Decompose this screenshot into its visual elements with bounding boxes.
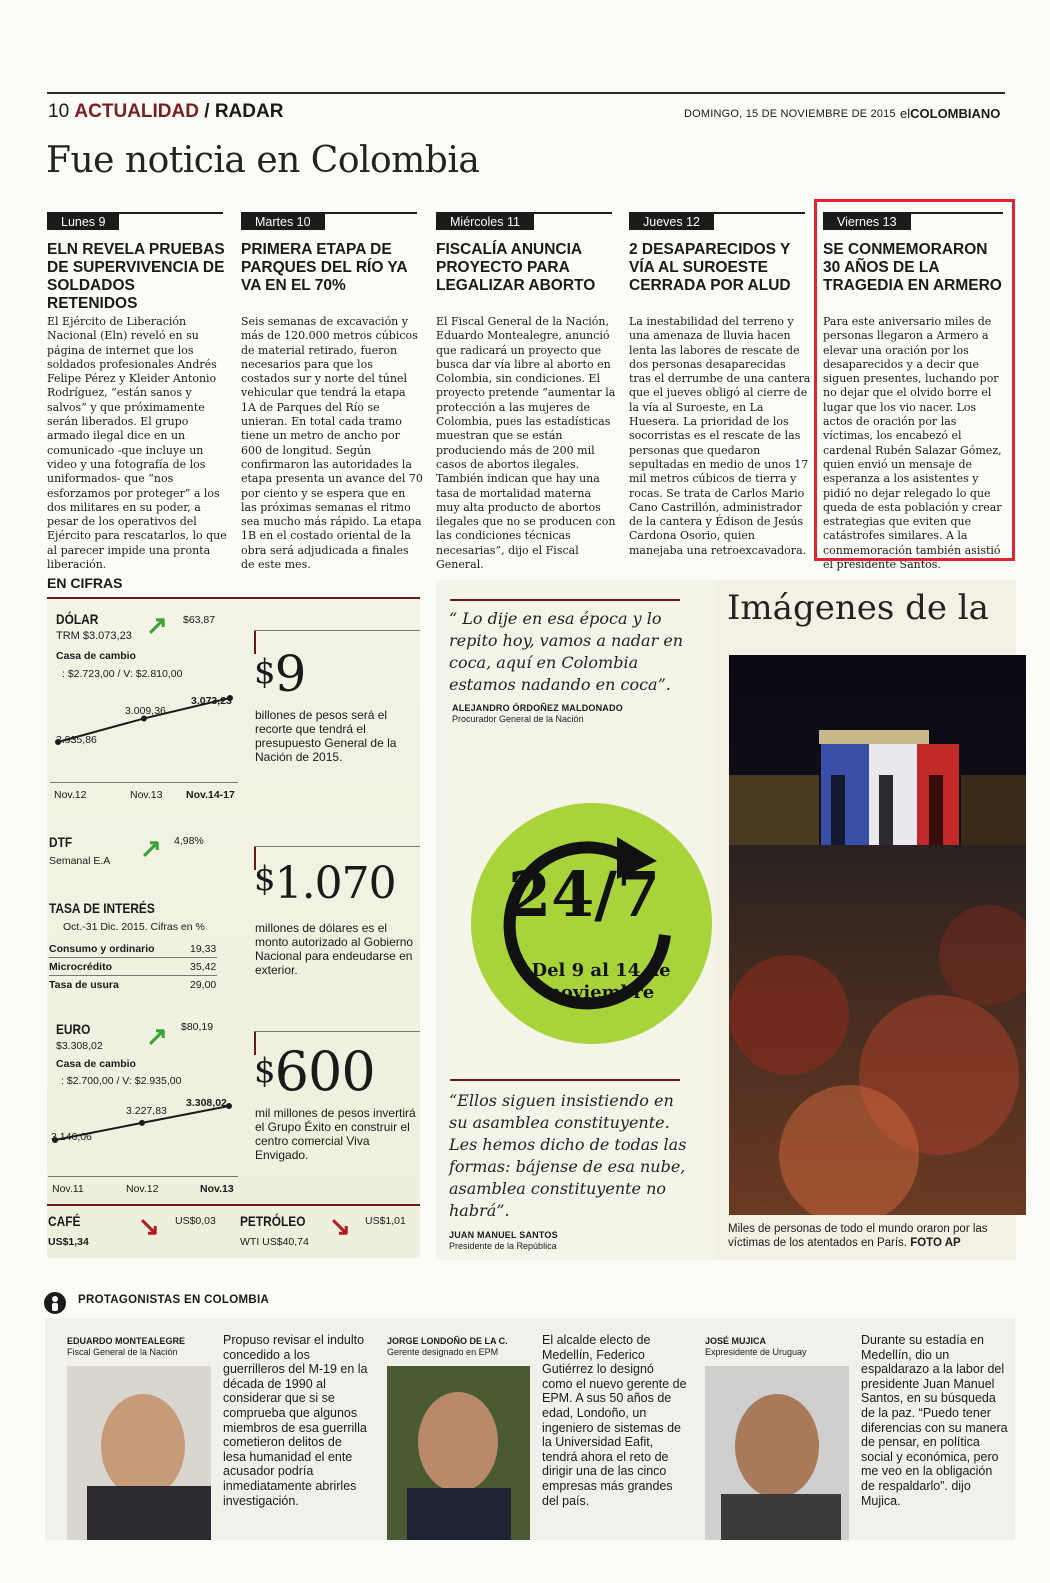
section-separator: / [204,101,210,122]
portrait-illustration [67,1366,211,1540]
euro-casa-label: Casa de cambio [56,1058,136,1070]
day-tag: Lunes 9 [47,214,119,230]
arrow-up-icon: ↗ [140,833,162,863]
person-name: EDUARDO MONTEALEGRE [67,1336,186,1346]
news-body: Seis semanas de excavación y más de 120.000 metros cúbicos de material retirado, fueron necesarios para que los costados sur y norte del túnel vehicular que tendrá la etapa 1A de Parques del Río se unieran. En total cada tramo tiene un metro de ancho por 600 de longitud. Según confirmaron las autoridades la etapa presenta un avance del 70 por ciento y se espera que en las próximas semanas el ritmo sea mucho más rápido. La etapa 1B en el costado oriental de la obra será adjudicada a finales de este mes. [241,315,423,572]
cifras-rule [47,597,420,599]
quote-author: JUAN MANUEL SANTOS [449,1230,558,1240]
cafe-change: US$0,03 [175,1215,216,1227]
euro-point [139,1120,145,1126]
petroleo-sub: WTI US$40,74 [240,1236,309,1248]
portrait-montealegre [67,1366,211,1540]
euro-point-label: 3.146,06 [51,1131,92,1143]
tasa-sub: Oct.-31 Dic. 2015. Cifras en % [63,921,205,933]
quote-rule [450,1079,680,1081]
subsection-name[interactable]: RADAR [214,101,284,122]
dolar-casa-values: : $2.723,00 / V: $2.810,00 [62,668,183,680]
portrait-illustration [387,1366,530,1540]
person-text: El alcalde electo de Medellín, Federico Gutiérrez lo designó como el nuevo gerente de EPM. A sus 50 años de edad, Londoño, un ingeniero de sistemas de la Universidad Eafit, tendrá ahora el reto de dirigir una de las cinco empresas más grandes del país. [542,1333,687,1508]
day-tag: Jueves 12 [629,214,714,230]
dolar-point-label: 3.073,23 [191,695,232,707]
person-icon-glyph [44,1292,66,1314]
news-column-tuesday [241,213,423,572]
bignum-600 [254,1040,375,1103]
news-body: Para este aniversario miles de personas llegaron a Armero a elevar una oración por los desaparecidos y a decir que siguen presentes, luchando por no dejar que el olvido borre el lugar que los vio nacer. Los actos de oración por las víctimas, los encabezó el cardenal Rubén Salazar Gómez, quien envió un mensaje de esperanza a los asistentes y pidió no dejar relegado lo que queda de esta población y crear estrategias que eviten que catástrofes similares. A la conmemoración también asistió el presidente Santos. [823,315,1002,572]
person-text: Durante su estadía en Medellín, dio un espaldarazo a la labor del presidente Juan Manuel Santos, en su búsqueda de la paz. “Puedo tener diferencias con su manera de pensar, en política social y económica, pero me veo en la obligación de respaldarlo”. dijo Mujica. [861,1333,1008,1508]
news-headline[interactable]: 2 DESAPARECIDOS Y VÍA AL SUROESTE CERRADA POR ALUD [629,241,791,294]
photo-caption [728,1222,1018,1250]
news-headline[interactable]: PRIMERA ETAPA DE PARQUES DEL RÍO YA VA EN EL 70% [241,241,407,294]
arrow-up-icon: ↗ [146,610,168,640]
top-rule [47,92,1005,94]
news-photo[interactable] [729,655,1026,1215]
currency-symbol: $ [254,1051,275,1091]
protagonistas-title: PROTAGONISTAS EN COLOMBIA [78,1294,270,1306]
person-name: JOSÉ MUJICA [705,1336,767,1346]
person-icon [44,1292,66,1314]
news-body: El Fiscal General de la Nación, Eduardo Montealegre, anunció que radicará un proyecto que busca dar vía libre al aborto en Colombia, sin condiciones. El proyecto pretende “aumentar la protección a las mujeres de Colombia, pues las estadísticas muestran que se están produciendo más de 200 mil casos de abortos ilegales. También indican que hay una tasa de mortalidad materna muy alta producto de abortos ilegales que no se producen con las condiciones técnicas necesarias”, dijo el Fiscal General. [436,315,616,572]
euro-sub: $3.308,02 [56,1040,103,1052]
dateline: DOMINGO, 15 DE NOVIEMBRE DE 2015 [684,108,896,120]
bignum-desc: millones de dólares es el monto autorizado al Gobierno Nacional para endeudarse en exterior. [255,921,414,977]
brand-logo [900,106,1000,121]
day-tag: Viernes 13 [823,214,911,230]
cafe-sub: US$1,34 [48,1236,89,1248]
arrow-down-icon: ↘ [138,1211,160,1241]
euro-label: EURO [56,1021,91,1037]
brand-name: COLOMBIANO [910,106,1001,121]
news-column-thursday [629,213,811,558]
bignum-desc: billones de pesos será el recorte que tendrá el presupuesto General de la Nación de 2015. [255,708,397,764]
badge-dates-line2: noviembre [547,982,655,1003]
news-headline[interactable]: ELN REVELA PRUEBAS DE SUPERVIVENCIA DE SOLDADOS RETENIDOS [47,241,225,312]
news-body: La inestabilidad del terreno y una amenaza de lluvia hacen lenta las labores de rescate de dos personas desaparecidas tras el derrumbe de una cantera que el jueves obligó al cierre de la vía al Suroeste, en La Huesera. La prioridad de los socorristas es el rescate de las personas que quedaron sepultadas en medio de unos 17 mil metros cúbicos de tierra y rocas. Se trata de Carlos Mario Cano Castrillón, administrador de la cantera y Édison de Jesús Cardona Osorio, quien manejaba una retroexcavadora. [629,315,811,557]
euro-axis [48,1176,238,1177]
bignum-rule [254,630,420,631]
quote-text: “Ellos siguen insistiendo en su asamblea constituyente. Les hemos dicho de todas las formas: bájense de esa nube, asamblea constituyente no habrá”. [449,1091,687,1220]
dolar-casa-label: Casa de cambio [56,650,136,662]
section-name[interactable]: ACTUALIDAD [74,101,199,122]
euro-change: $80,19 [181,1021,214,1033]
page-title: Fue noticia en Colombia [46,140,480,181]
portrait-illustration [705,1366,849,1540]
tasa-row-divider [49,975,217,976]
person-name: JORGE LONDOÑO DE LA C. [387,1336,508,1346]
tasa-row-label: Consumo y ordinario [49,943,155,955]
person-role: Gerente designado en EPM [387,1347,499,1357]
euro-point-label: 3.227,83 [126,1105,167,1117]
dolar-label: DÓLAR [56,611,99,627]
news-headline[interactable]: FISCALÍA ANUNCIA PROYECTO PARA LEGALIZAR ABORTO [436,241,596,294]
euro-casa-values: : $2.700,00 / V: $2.935,00 [61,1075,182,1087]
day-tag: Martes 10 [241,214,325,230]
tasa-label: TASA DE INTERÉS [49,900,155,916]
portrait-londono [387,1366,530,1540]
badge-247: 24/7 [508,858,661,931]
day-tag: Miércoles 11 [436,214,534,230]
dolar-axis [50,782,238,783]
euro-date: Nov.12 [126,1183,159,1195]
dolar-date: Nov.14-17 [186,789,235,801]
bignum-rule [254,1031,420,1032]
dtf-sub: Semanal E.A [49,855,111,867]
bignum-value: 9 [274,645,306,703]
news-headline[interactable]: SE CONMEMORARON 30 AÑOS DE LA TRAGEDIA EN ARMERO [823,241,1002,294]
bignum-rule [254,846,420,847]
brand-prefix: el [900,106,911,121]
person-role: Fiscal General de la Nación [67,1347,178,1357]
tasa-row-value: 29,00 [190,979,217,991]
news-column-monday [47,213,229,572]
section-header [48,101,283,123]
page-number: 10 [48,101,70,122]
petroleo-label: PETRÓLEO [240,1213,306,1229]
dtf-value: 4,98% [174,835,204,847]
bignum-1070 [254,858,396,909]
tasa-row-label: Tasa de usura [49,979,119,991]
tasa-row-value: 35,42 [190,961,217,973]
cafe-label: CAFÉ [48,1213,81,1229]
currency-symbol: $ [254,859,275,899]
bignum-9 [254,645,305,703]
person-text: Propuso revisar el indulto concedido a los guerrilleros del M-19 en la década de 1990 al considerar que si se comprueba que algunos miembros de esa guerrilla cometieron delitos de lesa humanidad el ente acusador podría inmediatamente abrirles investigación. [223,1333,368,1508]
dolar-point-label: 2.935,86 [56,734,97,746]
images-title: Imágenes de la [727,588,989,628]
bignum-value: 600 [274,1040,375,1103]
dolar-date: Nov.12 [54,789,87,801]
quote-author-role: Procurador General de la Nación [452,714,584,724]
caption-text: Miles de personas de todo el mundo oraron por las víctimas de los atentados en París. [728,1223,988,1249]
dtf-label: DTF [49,834,73,850]
quote-text: “ Lo dije en esa época y lo repito hoy, vamos a nadar en coca, aquí en Colombia estamos nadando en coca”. [449,609,684,694]
photo-illustration [729,655,1026,1215]
cifras-title: EN CIFRAS [47,575,123,591]
dolar-change: $63,87 [183,614,216,626]
portrait-mujica [705,1366,849,1540]
commodity-rule [47,1204,420,1206]
euro-date: Nov.11 [52,1183,84,1195]
photo-credit: FOTO AP [910,1237,961,1249]
highlight-frame [814,199,1015,561]
dolar-point-label: 3.009,36 [125,705,166,717]
badge-dates-line1: Del 9 al 14 de [531,960,671,981]
quote-author: ALEJANDRO ÓRDOÑEZ MALDONADO [452,703,623,713]
dolar-trm: TRM $3.073,23 [56,630,132,642]
bignum-desc: mil millones de pesos invertirá el Grupo Éxito en construir el centro comercial Viva Envigado. [255,1106,416,1162]
person-role: Expresidente de Uruguay [705,1347,807,1357]
euro-date: Nov.13 [200,1183,234,1195]
dolar-date: Nov.13 [130,789,163,801]
quote-rule [450,599,680,601]
news-body: El Ejército de Liberación Nacional (Eln) reveló en su página de internet que los soldados profesionales Andrés Felipe Pérez y Kleider Antonio Rodríguez, “están sanos y salvos” y que próximamente serán liberados. El grupo armado ilegal dice en un comunicado -que incluye un video y una fotografía de los uniformados- que “nos esforzamos por proteger” a los dos militares en su poder, a pesar de los operativos del Ejército para rescatarlos, lo que al parecer impide una pronta liberación. [47,315,227,572]
quote-author-role: Presidente de la República [449,1241,557,1251]
tasa-row-divider [49,957,217,958]
bignum-value: 1.070 [274,858,396,909]
tasa-row-label: Microcrédito [49,961,113,973]
petroleo-change: US$1,01 [365,1215,406,1227]
currency-symbol: $ [254,652,275,692]
tasa-row-value: 19,33 [190,943,217,955]
arrow-down-icon: ↘ [329,1211,351,1241]
news-column-wednesday [436,213,618,572]
badge-dates [516,960,686,1004]
arrow-up-icon: ↗ [146,1021,168,1051]
euro-point-label: 3.308,02 [186,1097,227,1109]
